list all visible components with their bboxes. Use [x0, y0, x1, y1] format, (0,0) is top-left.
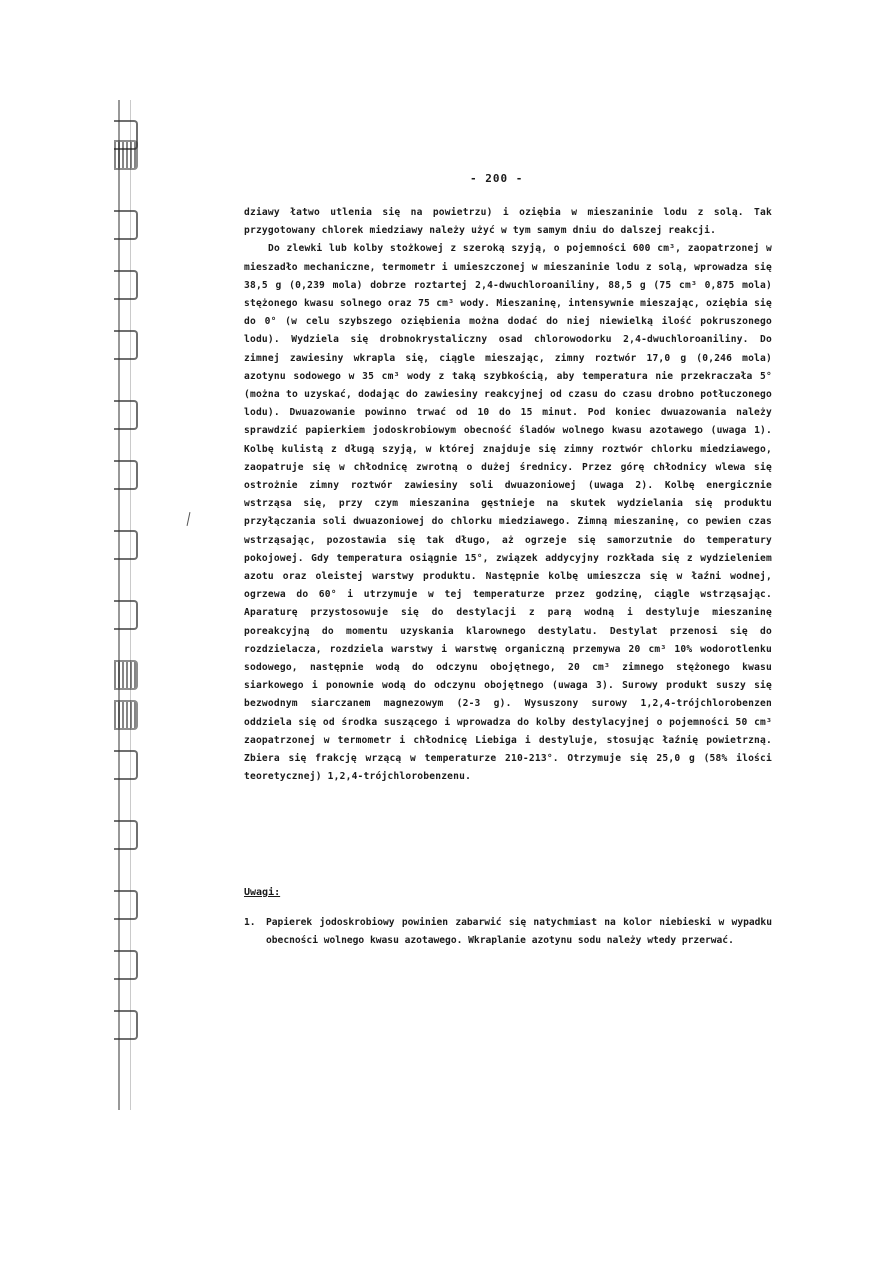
- note-item: [244, 914, 772, 950]
- paragraph-procedure: Do zlewki lub kolby stożkowej z szeroką szyją, o pojemności 600 cm³, zaopatrzonej w mieszadło mechaniczne, termometr i umieszczonej w mieszaninie lodu z solą, wprowadza się 38,5 g (0,239 mola) dobrze roztartej 2,4-dwuchloroaniliny, 88,5 g (75 cm³ 0,875 mola) stężonego kwasu solnego oraz 75 cm³ wody. Mieszaninę, intensywnie mieszając, oziębia się do 0° (w celu szybszego oziębienia można dodać do niej niewielką ilość pokruszonego lodu). Wydziela się drobnokrystaliczny osad chlorowodorku 2,4-dwuchloroaniliny. Do zimnej zawiesiny wkrapla się, ciągle mieszając, zimny roztwór 17,0 g (0,246 mola) azotynu sodowego w 35 cm³ wody z taką szybkością, aby temperatura nie przekraczała 5° (można to uzyskać, dodając do zawiesiny reakcyjnej od czasu do czasu drobno potłuczonego lodu). Dwuazowanie powinno trwać od 10 do 15 minut. Pod koniec dwuazowania należy sprawdzić papierkiem jodoskrobiowym obecność śladów wolnego kwasu azotawego (uwaga 1). Kolbę kulistą z długą szyją, w której znajduje się zimny roztwór chlorku miedziawego, zaopatruje się w chłodnicę zwrotną o dużej średnicy. Przez górę chłodnicy wlewa się ostrożnie zimny roztwór zawiesiny soli dwuazoniowej (uwaga 2). Kolbę energicznie wstrząsa się, przy czym mieszanina gęstnieje na skutek wydzielania się produktu przyłączania soli dwuazoniowej do chlorku miedziawego. Zimną mieszaninę, co pewien czas wstrząsając, pozostawia się tak długo, aż ogrzeje się samorzutnie do temperatury pokojowej. Gdy temperatura osiągnie 15°, związek addycyjny rozkłada się z wydzieleniem azotu oraz oleistej warstwy produktu. Następnie kolbę umieszcza się w łaźni wodnej, ogrzewa do 60° i utrzymuje w tej temperaturze przez godzinę, ciągle wstrząsając. Aparaturę przystosowuje się do destylacji z parą wodną i destyluje mieszaninę poreakcyjną do momentu uzyskania klarownego destylatu. Destylat przenosi się do rozdzielacza, rozdziela warstwy i warstwę organiczną przemywa 20 cm³ 10% wodorotlenku sodowego, następnie wodą do odczynu obojętnego, 20 cm³ zimnego stężonego kwasu siarkowego i ponownie wodą do odczynu obojętnego (uwaga 3). Surowy produkt suszy się bezwodnym siarczanem magnezowym (2-3 g). Wysuszony surowy 1,2,4-trójchlorobenzen oddziela się od środka suszącego i wprowadza do kolby destylacyjnej o pojemności 50 cm³ zaopatrzonej w termometr i chłodnicę Liebiga i destyluje, stosując łaźnię powietrzną. Zbiera się frakcję wrzącą w temperaturze 210-213°. Otrzymuje się 25,0 g (58% ilości teoretycznej) 1,2,4-trójchlorobenzenu.: [244, 243, 772, 783]
- note-text: Papierek jodoskrobiowy powinien zabarwić się natychmiast na kolor niebieski w wypadku obecności wolnego kwasu azotawego. Wkraplanie azotynu sodu należy wtedy przerwać.: [266, 917, 772, 946]
- page-number: - 200 -: [470, 172, 524, 185]
- margin-mark: [187, 512, 191, 526]
- notes-heading: Uwagi:: [244, 887, 281, 898]
- notes-list: [244, 914, 772, 950]
- note-number: 1.: [244, 917, 256, 928]
- paragraph-continuation: dziawy łatwo utlenia się na powietrzu) i oziębia w mieszaninie lodu z solą. Tak przygotowany chlorek miedziawy należy użyć w tym samym dniu do dalszej reakcji.: [244, 207, 772, 237]
- binding-edge: [108, 100, 144, 1110]
- body-text: [244, 204, 772, 787]
